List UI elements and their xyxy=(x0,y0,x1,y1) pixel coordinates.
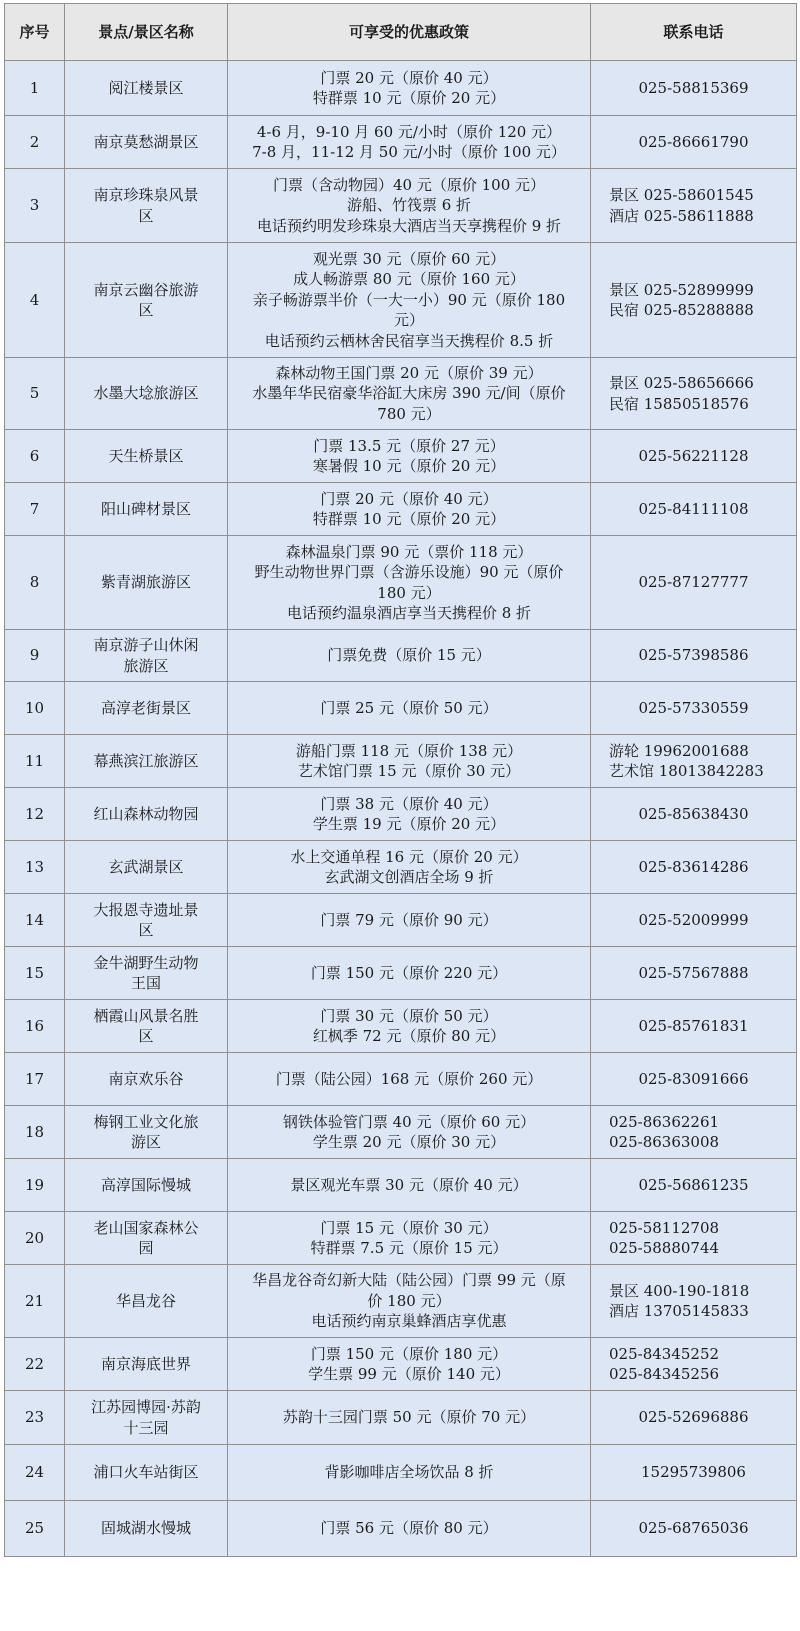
attraction-name xyxy=(65,116,228,169)
row-index: 24 xyxy=(5,1445,65,1501)
contact-phone-line: 025-52009999 xyxy=(638,910,749,929)
attraction-name-line: 大报恩寺遗址景 xyxy=(93,900,199,919)
attraction-name xyxy=(65,630,228,682)
contact-phone-line: 景区 025-52899999 xyxy=(609,280,754,299)
discount-policy xyxy=(228,1445,591,1501)
contact-phone-line: 游轮 19962001688 xyxy=(609,741,749,760)
attraction-name-line: 区 xyxy=(138,206,154,225)
attraction-name-line: 高淳国际慢城 xyxy=(100,1175,191,1194)
table-row xyxy=(5,682,797,735)
discount-policy-line: 门票 150 元（原价 180 元） xyxy=(310,1344,508,1363)
discount-policy-line: 门票 15 元（原价 30 元） xyxy=(320,1218,498,1237)
discount-policy xyxy=(228,1391,591,1445)
contact-phone xyxy=(591,1265,797,1338)
attraction-name xyxy=(65,682,228,735)
discount-policy xyxy=(228,1000,591,1053)
row-index: 2 xyxy=(5,116,65,169)
attraction-name-line: 阳山碑材景区 xyxy=(100,499,191,518)
attraction-name xyxy=(65,169,228,243)
discount-policy xyxy=(228,536,591,630)
attraction-name xyxy=(65,1501,228,1557)
contact-phone-line: 025-83614286 xyxy=(638,857,749,876)
contact-phone xyxy=(591,894,797,947)
row-index: 9 xyxy=(5,630,65,682)
attraction-name xyxy=(65,1391,228,1445)
contact-phone-line: 民宿 025-85288888 xyxy=(609,301,754,319)
discount-policy-line: 门票 20 元（原价 40 元） xyxy=(320,489,498,508)
discount-policy xyxy=(228,243,591,358)
discount-policy-line: 水墨年华民宿豪华浴缸大床房 390 元/间（原价 xyxy=(252,384,566,403)
discount-policy-line: 水上交通单程 16 元（原价 20 元） xyxy=(290,847,528,866)
table-row xyxy=(5,536,797,630)
attraction-name-line: 紫青湖旅游区 xyxy=(100,573,191,592)
contact-phone xyxy=(591,630,797,682)
table-row xyxy=(5,430,797,483)
discount-policy xyxy=(228,358,591,430)
attraction-name-line: 南京珍珠泉风景 xyxy=(93,186,199,204)
discount-policy-line: 180 元） xyxy=(377,583,441,602)
discount-policy-line: 门票 150 元（原价 220 元） xyxy=(310,963,508,982)
contact-phone xyxy=(591,358,797,430)
attraction-name-line: 游区 xyxy=(130,1133,161,1151)
contact-phone xyxy=(591,1053,797,1106)
row-index: 22 xyxy=(5,1338,65,1391)
attraction-name-line: 阅江楼景区 xyxy=(108,78,184,97)
contact-phone xyxy=(591,1501,797,1557)
contact-phone xyxy=(591,841,797,894)
contact-phone xyxy=(591,735,797,788)
contact-phone-line: 025-85638430 xyxy=(638,804,749,823)
contact-phone xyxy=(591,169,797,243)
discount-policy-line: 亲子畅游票半价（一大一小）90 元（原价 180 xyxy=(252,290,566,309)
discount-policy-line: 学生票 99 元（原价 140 元） xyxy=(308,1365,510,1383)
row-index: 23 xyxy=(5,1391,65,1445)
header-contact-phone: 联系电话 xyxy=(591,4,797,61)
discount-policy-line: 观光票 30 元（原价 60 元） xyxy=(312,249,506,268)
discount-policy-line: 寒暑假 10 元（原价 20 元） xyxy=(312,457,506,475)
table-row xyxy=(5,483,797,536)
contact-phone xyxy=(591,1106,797,1159)
attraction-name-line: 区 xyxy=(138,301,154,319)
contact-phone xyxy=(591,1212,797,1265)
discount-policy xyxy=(228,841,591,894)
discount-policy xyxy=(228,1159,591,1212)
table-row xyxy=(5,894,797,947)
attraction-name-line: 南京游子山休闲 xyxy=(93,636,199,654)
discount-policy-line: 玄武湖文创酒店全场 9 折 xyxy=(324,868,494,886)
row-index: 13 xyxy=(5,841,65,894)
header-row xyxy=(5,4,797,61)
attraction-name-line: 幕燕滨江旅游区 xyxy=(93,751,199,770)
contact-phone xyxy=(591,1338,797,1391)
contact-phone-line: 景区 025-58656666 xyxy=(609,374,754,392)
discount-policy-line: 780 元） xyxy=(377,404,441,423)
discount-policy-line: 特群票 10 元（原价 20 元） xyxy=(312,89,506,107)
table-row xyxy=(5,735,797,788)
attraction-name xyxy=(65,947,228,1000)
attraction-name xyxy=(65,1106,228,1159)
contact-phone-line: 025-58815369 xyxy=(638,78,749,97)
discount-policy-line: 门票 25 元（原价 50 元） xyxy=(320,698,498,717)
contact-phone-line: 025-56861235 xyxy=(638,1175,749,1194)
discount-policy-line: 成人畅游票 80 元（原价 160 元） xyxy=(293,270,525,289)
discount-policy-line: 电话预约明发珍珠泉大酒店当天享携程价 9 折 xyxy=(256,216,562,235)
contact-phone-line: 025-57567888 xyxy=(638,963,749,982)
row-index: 17 xyxy=(5,1053,65,1106)
attraction-name xyxy=(65,841,228,894)
contact-phone-line: 025-58880744 xyxy=(609,1239,720,1257)
contact-phone-line: 景区 400-190-1818 xyxy=(609,1281,750,1300)
table-body xyxy=(5,61,797,1557)
attraction-name-line: 区 xyxy=(138,921,154,939)
discount-policy-line: 7-8 月，11-12 月 50 元/小时（原价 100 元） xyxy=(252,143,566,161)
contact-phone-line: 025-86362261 xyxy=(609,1112,720,1131)
header-index: 序号 xyxy=(5,4,65,61)
table-row xyxy=(5,1445,797,1501)
attraction-name-line: 浦口火车站街区 xyxy=(93,1463,199,1482)
attraction-name xyxy=(65,358,228,430)
contact-phone-line: 025-84345252 xyxy=(609,1344,720,1363)
attraction-name-line: 老山国家森林公 xyxy=(93,1218,199,1237)
discount-table xyxy=(4,3,797,1557)
table-row xyxy=(5,1212,797,1265)
contact-phone-line: 025-83091666 xyxy=(638,1069,749,1088)
contact-phone xyxy=(591,483,797,536)
contact-phone-line: 025-85761831 xyxy=(638,1016,749,1035)
table-row xyxy=(5,116,797,169)
attraction-name xyxy=(65,243,228,358)
row-index: 11 xyxy=(5,735,65,788)
discount-policy-line: 游船门票 118 元（原价 138 元） xyxy=(295,741,523,760)
attraction-name xyxy=(65,735,228,788)
table-header xyxy=(5,4,797,61)
discount-policy-line: 门票 38 元（原价 40 元） xyxy=(320,794,498,813)
attraction-name-line: 南京海底世界 xyxy=(100,1354,191,1373)
attraction-name-line: 江苏园博园·苏韵 xyxy=(91,1398,201,1416)
attraction-name-line: 高淳老街景区 xyxy=(100,698,191,717)
attraction-name xyxy=(65,536,228,630)
discount-policy-line: 苏韵十三园门票 50 元（原价 70 元） xyxy=(282,1408,536,1427)
header-attraction-name: 景点/景区名称 xyxy=(65,4,228,61)
contact-phone-line: 025-84345256 xyxy=(609,1365,720,1383)
attraction-name-line: 王国 xyxy=(130,974,161,992)
discount-policy-line: 门票 56 元（原价 80 元） xyxy=(320,1519,498,1538)
discount-policy xyxy=(228,169,591,243)
contact-phone-line: 025-84111108 xyxy=(638,499,749,518)
contact-phone-line: 025-56221128 xyxy=(638,446,749,465)
attraction-name xyxy=(65,430,228,483)
contact-phone xyxy=(591,430,797,483)
attraction-name xyxy=(65,61,228,116)
row-index: 7 xyxy=(5,483,65,536)
contact-phone xyxy=(591,1000,797,1053)
contact-phone xyxy=(591,1445,797,1501)
row-index: 5 xyxy=(5,358,65,430)
attraction-name-line: 十三园 xyxy=(123,1418,169,1437)
attraction-name-line: 水墨大埝旅游区 xyxy=(93,384,199,403)
attraction-name-line: 园 xyxy=(138,1239,154,1257)
table-row xyxy=(5,243,797,358)
attraction-name-line: 栖霞山风景名胜 xyxy=(93,1006,199,1025)
table-row xyxy=(5,1265,797,1338)
attraction-name xyxy=(65,483,228,536)
table-row xyxy=(5,1501,797,1557)
table-row xyxy=(5,788,797,841)
discount-policy xyxy=(228,894,591,947)
contact-phone xyxy=(591,243,797,358)
discount-policy-line: 森林温泉门票 90 元（票价 118 元） xyxy=(285,542,533,561)
attraction-name-line: 南京云幽谷旅游 xyxy=(93,280,199,299)
contact-phone-line: 酒店 13705145833 xyxy=(609,1302,749,1320)
discount-policy-line: 门票 30 元（原价 50 元） xyxy=(320,1006,498,1025)
attraction-name xyxy=(65,1265,228,1338)
discount-policy xyxy=(228,116,591,169)
attraction-name xyxy=(65,1338,228,1391)
table-row xyxy=(5,1391,797,1445)
row-index: 25 xyxy=(5,1501,65,1557)
table-row xyxy=(5,947,797,1000)
row-index: 14 xyxy=(5,894,65,947)
table-row xyxy=(5,1000,797,1053)
contact-phone xyxy=(591,116,797,169)
discount-policy-line: 元） xyxy=(393,311,424,330)
contact-phone xyxy=(591,61,797,116)
contact-phone-line: 025-68765036 xyxy=(638,1519,749,1538)
discount-policy-line: 红枫季 72 元（原价 80 元） xyxy=(312,1027,506,1045)
attraction-name xyxy=(65,788,228,841)
table-row xyxy=(5,1053,797,1106)
discount-policy-line: 景区观光车票 30 元（原价 40 元） xyxy=(290,1175,528,1194)
attraction-name-line: 金牛湖野生动物 xyxy=(93,953,199,972)
contact-phone-line: 025-52696886 xyxy=(638,1408,749,1427)
discount-policy-line: 华昌龙谷奇幻新大陆（陆公园）门票 99 元（原 xyxy=(252,1271,566,1290)
discount-policy-line: 门票免费（原价 15 元） xyxy=(327,646,491,665)
contact-phone-line: 025-86661790 xyxy=(638,132,749,151)
table-row xyxy=(5,61,797,116)
discount-policy xyxy=(228,735,591,788)
attraction-name-line: 玄武湖景区 xyxy=(108,857,184,876)
attraction-name xyxy=(65,1053,228,1106)
attraction-name-line: 旅游区 xyxy=(123,656,169,675)
row-index: 21 xyxy=(5,1265,65,1338)
discount-policy xyxy=(228,1053,591,1106)
attraction-name-line: 梅钢工业文化旅 xyxy=(93,1112,199,1131)
discount-policy xyxy=(228,630,591,682)
discount-policy-line: 学生票 19 元（原价 20 元） xyxy=(312,815,506,833)
table-row xyxy=(5,1106,797,1159)
discount-policy xyxy=(228,430,591,483)
attraction-name-line: 华昌龙谷 xyxy=(115,1291,176,1310)
discount-policy xyxy=(228,682,591,735)
contact-phone xyxy=(591,947,797,1000)
discount-policy xyxy=(228,1265,591,1338)
row-index: 12 xyxy=(5,788,65,841)
attraction-name xyxy=(65,894,228,947)
discount-policy xyxy=(228,483,591,536)
row-index: 15 xyxy=(5,947,65,1000)
discount-policy xyxy=(228,1501,591,1557)
attraction-name-line: 南京欢乐谷 xyxy=(108,1069,184,1088)
contact-phone xyxy=(591,788,797,841)
discount-policy-line: 门票 20 元（原价 40 元） xyxy=(320,68,498,87)
discount-policy xyxy=(228,1106,591,1159)
discount-policy-line: 学生票 20 元（原价 30 元） xyxy=(312,1133,506,1151)
row-index: 3 xyxy=(5,169,65,243)
discount-policy-line: 野生动物世界门票（含游乐设施）90 元（原价 xyxy=(254,563,564,581)
contact-phone-line: 025-58112708 xyxy=(609,1218,720,1237)
contact-phone xyxy=(591,682,797,735)
attraction-name-line: 南京莫愁湖景区 xyxy=(93,132,199,151)
discount-policy-line: 艺术馆门票 15 元（原价 30 元） xyxy=(297,762,521,780)
contact-phone xyxy=(591,536,797,630)
discount-policy-line: 电话预约温泉酒店享当天携程价 8 折 xyxy=(286,604,532,622)
attraction-name xyxy=(65,1212,228,1265)
table-row xyxy=(5,1159,797,1212)
contact-phone-line: 景区 025-58601545 xyxy=(609,186,754,204)
header-discount-policy: 可享受的优惠政策 xyxy=(228,4,591,61)
contact-phone-line: 025-87127777 xyxy=(638,573,749,592)
table-row xyxy=(5,841,797,894)
attraction-name-line: 固城湖水慢城 xyxy=(100,1519,191,1538)
contact-phone-line: 艺术馆 18013842283 xyxy=(609,762,764,780)
row-index: 8 xyxy=(5,536,65,630)
attraction-name-line: 天生桥景区 xyxy=(108,446,184,465)
discount-policy-line: 电话预约南京巢蜂酒店享优惠 xyxy=(311,1312,507,1331)
table-row xyxy=(5,169,797,243)
discount-policy xyxy=(228,1338,591,1391)
discount-policy-line: 门票（陆公园）168 元（原价 260 元） xyxy=(275,1069,543,1088)
discount-policy xyxy=(228,1212,591,1265)
row-index: 16 xyxy=(5,1000,65,1053)
contact-phone-line: 025-57398586 xyxy=(638,646,749,665)
table-row xyxy=(5,358,797,430)
row-index: 6 xyxy=(5,430,65,483)
row-index: 18 xyxy=(5,1106,65,1159)
discount-policy xyxy=(228,947,591,1000)
table-row xyxy=(5,630,797,682)
discount-policy-line: 门票（含动物园）40 元（原价 100 元） xyxy=(272,175,546,194)
row-index: 1 xyxy=(5,61,65,116)
attraction-name-line: 红山森林动物园 xyxy=(93,804,199,823)
contact-phone xyxy=(591,1159,797,1212)
contact-phone-line: 15295739806 xyxy=(641,1463,746,1482)
attraction-name xyxy=(65,1445,228,1501)
contact-phone-line: 民宿 15850518576 xyxy=(609,394,749,413)
discount-policy-line: 价 180 元） xyxy=(367,1291,451,1310)
discount-policy xyxy=(228,61,591,116)
discount-policy-line: 背影咖啡店全场饮品 8 折 xyxy=(324,1463,494,1482)
discount-policy-line: 森林动物王国门票 20 元（原价 39 元） xyxy=(275,363,543,382)
contact-phone xyxy=(591,1391,797,1445)
table-row xyxy=(5,1338,797,1391)
discount-policy-line: 4-6 月，9-10 月 60 元/小时（原价 120 元） xyxy=(256,122,562,141)
discount-policy-line: 门票 13.5 元（原价 27 元） xyxy=(313,436,505,455)
discount-policy-line: 电话预约云栖林舍民宿享当天携程价 8.5 折 xyxy=(264,331,554,350)
row-index: 19 xyxy=(5,1159,65,1212)
discount-policy-line: 钢铁体验管门票 40 元（原价 60 元） xyxy=(282,1112,536,1131)
row-index: 20 xyxy=(5,1212,65,1265)
contact-phone-line: 025-57330559 xyxy=(638,698,749,717)
discount-policy-line: 游船、竹筏票 6 折 xyxy=(346,196,472,215)
discount-policy xyxy=(228,788,591,841)
discount-policy-line: 特群票 7.5 元（原价 15 元） xyxy=(310,1239,508,1257)
discount-policy-line: 特群票 10 元（原价 20 元） xyxy=(312,510,506,528)
row-index: 4 xyxy=(5,243,65,358)
attraction-name xyxy=(65,1000,228,1053)
attraction-name-line: 区 xyxy=(138,1027,154,1045)
contact-phone-line: 酒店 025-58611888 xyxy=(609,206,754,225)
contact-phone-line: 025-86363008 xyxy=(609,1133,720,1151)
discount-policy-line: 门票 79 元（原价 90 元） xyxy=(320,910,498,929)
row-index: 10 xyxy=(5,682,65,735)
attraction-name xyxy=(65,1159,228,1212)
